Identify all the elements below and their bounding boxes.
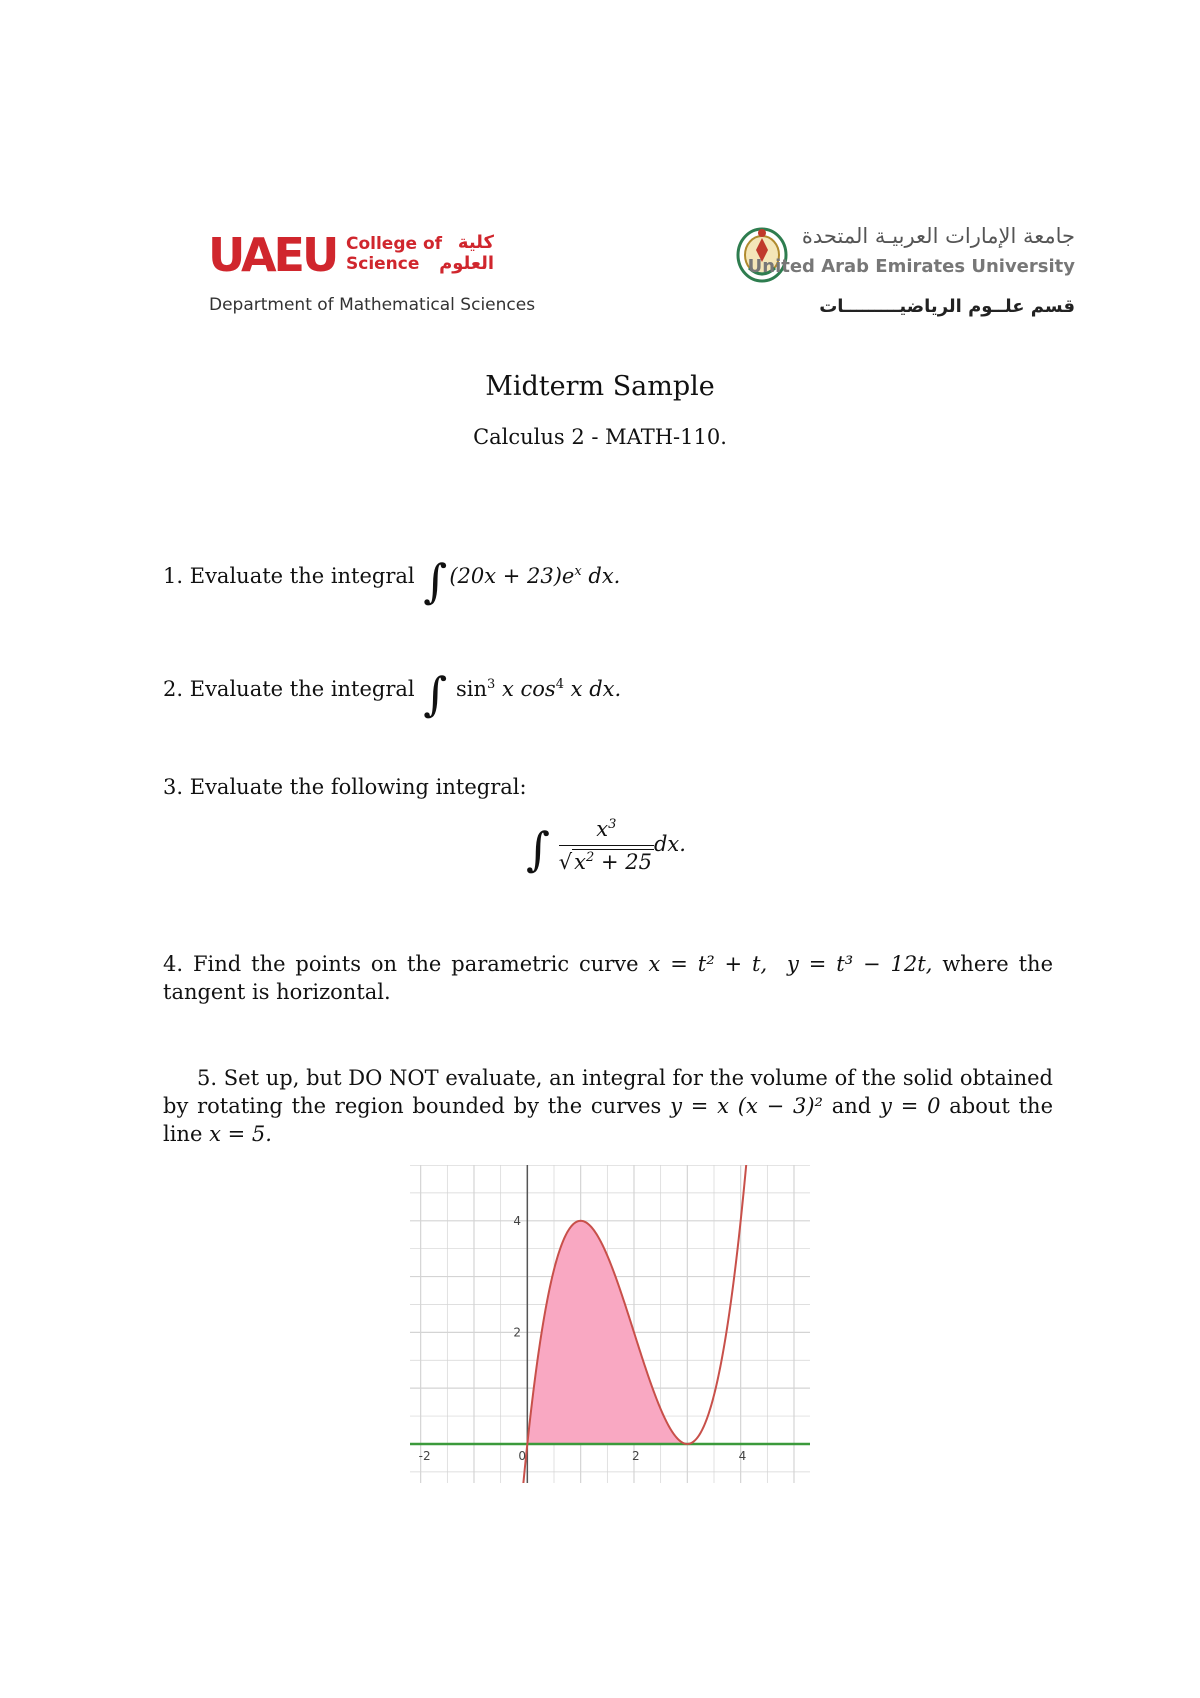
problem-4: 4. Find the points on the parametric curve x = t² + t, y = t³ − 12t, where the tangent is horizontal. [163, 952, 1054, 1004]
problem-2: 2. Evaluate the integral ∫ $\sin^3 x$ $\cos^4 x$ dx. [163, 667, 622, 721]
page-header [0, 0, 1200, 340]
y-tick-label: 4 [513, 1213, 521, 1228]
college-name-en: College of Science [346, 234, 443, 274]
region-graph [410, 1165, 810, 1483]
x-tick-label: -2 [418, 1448, 431, 1463]
y-tick-label: 2 [513, 1325, 521, 1340]
uaeu-wordmark: UAEU [208, 228, 337, 282]
problem-1: 1. Evaluate the integral $\int(20x + 23)e^x$ dx. [163, 554, 621, 608]
page-title: Midterm Sample [485, 371, 715, 402]
page-subtitle: Calculus 2 - MATH-110. [473, 425, 727, 449]
college-name-ar: كلية العلوم [439, 232, 494, 274]
problem-3: 3. Evaluate the following integral: [163, 775, 527, 799]
fraction: $\frac{x^3}{√x^2 + 25}$ [558, 817, 652, 874]
x-tick-label: 0 [518, 1448, 526, 1463]
integral-sign: ∫ [423, 667, 448, 721]
integral-sign: ∫ [423, 554, 448, 608]
department-name-en: Department of Mathematical Sciences [209, 295, 536, 315]
x-tick-label: 2 [632, 1448, 640, 1463]
problem-5: 5. Set up, but DO NOT evaluate, an integral for the volume of the solid obtained by rotating the region bounded by the curves y = x (x − 3)² and y = 0 about the line x = 5. [163, 1066, 1053, 1146]
problem-3-formula: ∫ $\frac{x^3}{√x^2 + 25}$ dx. [526, 817, 686, 876]
university-name-ar: جامعة الإمارات العربيـة المتحدة [801, 224, 1075, 248]
x-tick-label: 4 [738, 1448, 747, 1463]
university-name-en: United Arab Emirates University [747, 256, 1075, 277]
department-name-ar: قسم علــوم الرياضيـــــــــات [819, 296, 1075, 317]
integral-sign: ∫ [526, 822, 551, 876]
university-logo [735, 224, 1075, 284]
